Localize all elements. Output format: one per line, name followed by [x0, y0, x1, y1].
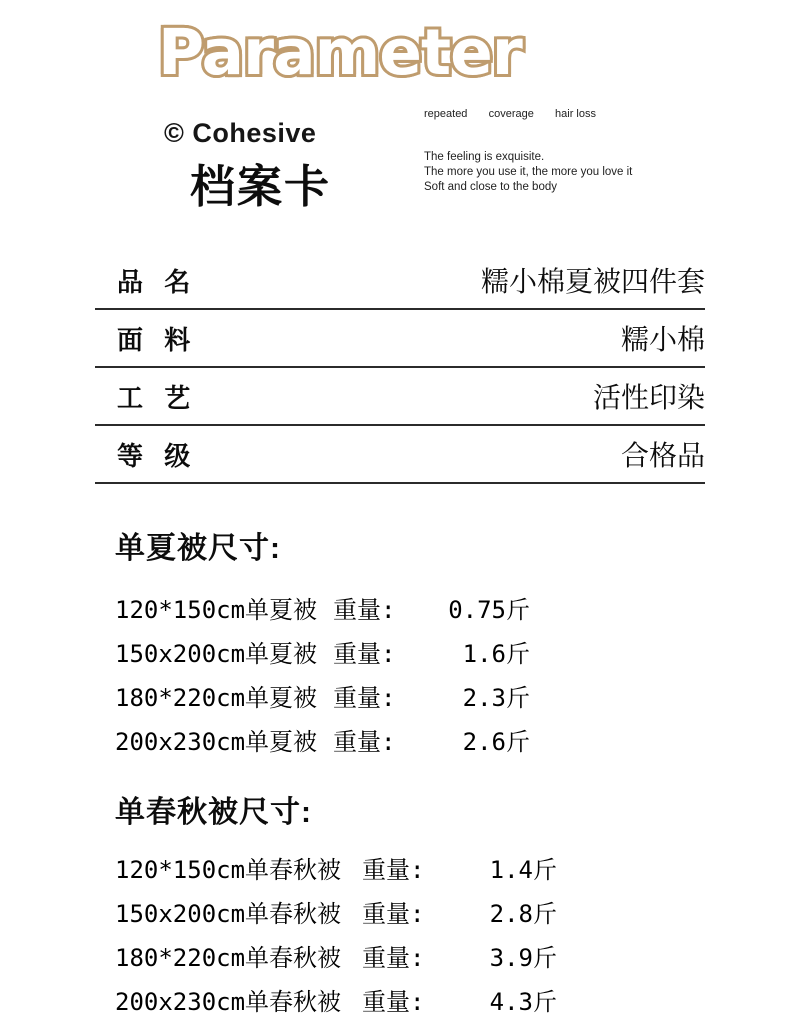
tagline-line: Soft and close to the body	[424, 181, 557, 193]
table-row	[95, 310, 705, 368]
feature-tag: hair loss	[555, 108, 596, 120]
spec-value: 糯小棉	[620, 324, 705, 355]
size-spec: 120*150cm单春秋被	[115, 855, 342, 884]
list-item	[115, 717, 530, 761]
spec-value: 活性印染	[592, 382, 705, 413]
weight-label: 重量:	[362, 943, 425, 972]
list-item	[115, 977, 557, 1021]
spring-autumn-quilt-size-section	[115, 796, 557, 1021]
spec-label: 工 艺	[117, 382, 191, 413]
list-item	[115, 629, 530, 673]
list-item	[115, 889, 557, 933]
table-row	[95, 252, 705, 310]
tagline-line: The more you use it, the more you love it	[424, 166, 633, 178]
list-item	[115, 933, 557, 977]
feature-tag: coverage	[488, 108, 534, 120]
spec-value: 合格品	[620, 440, 705, 471]
list-item	[115, 585, 530, 629]
weight-label: 重量:	[362, 899, 425, 928]
tagline-line: The feeling is exquisite.	[424, 151, 545, 163]
spec-table	[95, 252, 705, 484]
size-spec: 180*220cm单夏被	[115, 683, 318, 712]
section-heading: 单夏被尺寸:	[115, 532, 281, 565]
weight-label: 重量:	[333, 595, 396, 624]
weight-label: 重量:	[333, 639, 396, 668]
weight-value: 3.9斤	[489, 943, 557, 972]
card-name-title: 档案卡	[190, 161, 332, 212]
spec-value: 糯小棉夏被四件套	[480, 266, 705, 297]
weight-value: 0.75斤	[448, 595, 530, 624]
page-title: Parameter	[158, 16, 522, 89]
tagline	[424, 150, 632, 195]
spec-label: 等 级	[117, 440, 191, 471]
weight-label: 重量:	[362, 987, 425, 1016]
summer-quilt-size-section	[115, 532, 530, 761]
list-item	[115, 845, 557, 889]
weight-value: 1.4斤	[489, 855, 557, 884]
weight-value: 1.6斤	[462, 639, 530, 668]
size-spec: 180*220cm单春秋被	[115, 943, 342, 972]
size-spec: 120*150cm单夏被	[115, 595, 318, 624]
weight-label: 重量:	[333, 683, 396, 712]
weight-value: 2.6斤	[462, 727, 530, 756]
weight-value: 4.3斤	[489, 987, 557, 1016]
size-spec: 150x200cm单春秋被	[115, 899, 342, 928]
weight-label: 重量:	[333, 727, 396, 756]
weight-value: 2.3斤	[462, 683, 530, 712]
size-spec: 200x230cm单夏被	[115, 727, 318, 756]
feature-tag: repeated	[424, 108, 468, 120]
size-spec: 200x230cm单春秋被	[115, 987, 342, 1016]
feature-tags	[424, 108, 596, 120]
weight-label: 重量:	[362, 855, 425, 884]
list-item	[115, 673, 530, 717]
brand-name: © Cohesive	[164, 118, 317, 148]
section-heading: 单春秋被尺寸:	[115, 796, 312, 829]
size-spec: 150x200cm单夏被	[115, 639, 318, 668]
table-row	[95, 426, 705, 484]
weight-value: 2.8斤	[489, 899, 557, 928]
spec-label: 面 料	[117, 324, 191, 355]
table-row	[95, 368, 705, 426]
spec-label: 品 名	[117, 266, 191, 297]
